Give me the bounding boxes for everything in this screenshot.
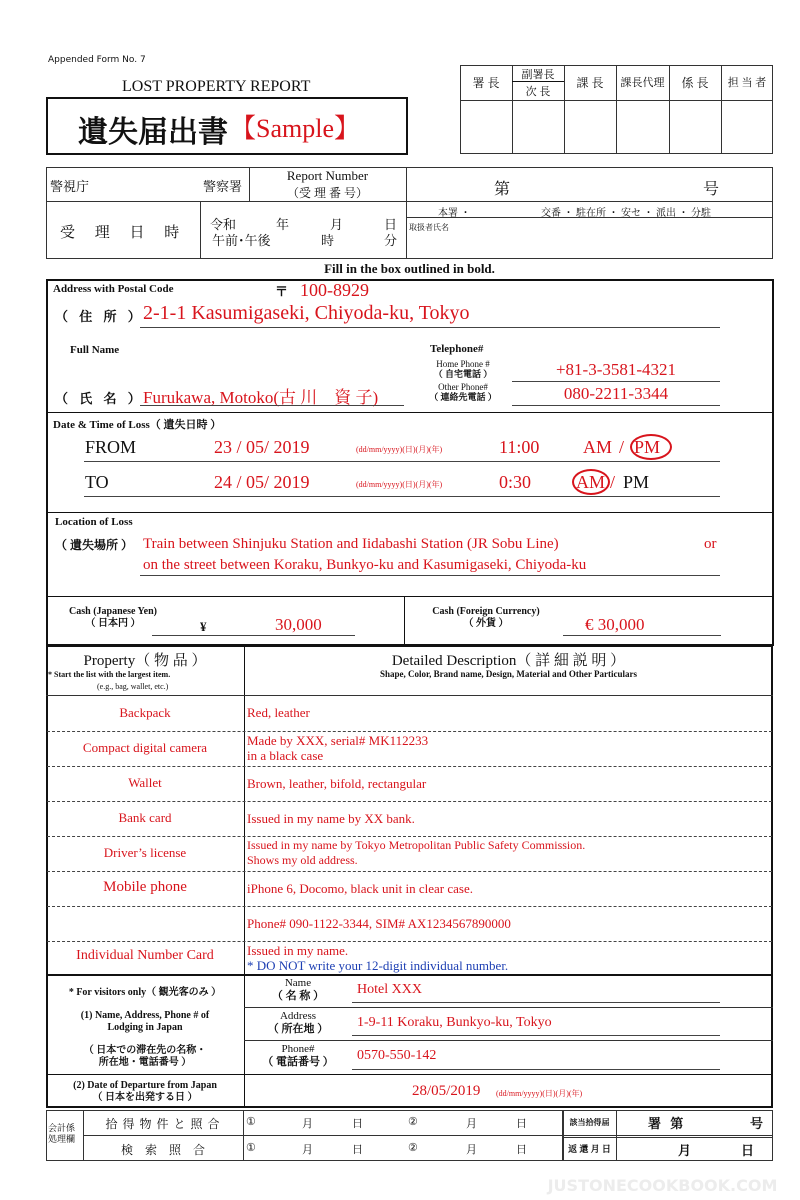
- from-date-hint: (dd/mm/yyyy)(日)(月)(年): [356, 445, 443, 454]
- home-phone-value[interactable]: +81-3-3581-4321: [555, 360, 677, 379]
- found-report-label: 該当拾得届: [569, 1118, 610, 1127]
- address-label-jp: （ 住 所 ）: [55, 309, 145, 324]
- departure-label-en: (2) Date of Departure from Japan: [73, 1080, 217, 1091]
- watermark: JUSTONECOOKBOOK.COM: [547, 1176, 778, 1195]
- desc-line-1: Issued in my name.: [247, 943, 349, 958]
- name-label-jp: （ 氏 名 ）: [55, 391, 145, 406]
- loss-time-label: Date & Time of Loss（ 遺失日時 ）: [53, 419, 222, 431]
- lodging-phone-label-jp: （ 電話番号 ）: [262, 1056, 334, 1068]
- lodging-name-label-jp: （ 名 称 ）: [271, 990, 325, 1002]
- property-header-note: * Start the list with the largest item.: [48, 670, 171, 679]
- location-or: or: [704, 536, 717, 552]
- row-1-day-1: 日: [352, 1118, 363, 1130]
- row-1-month-1: 月: [302, 1118, 313, 1130]
- property-item-desc[interactable]: iPhone 6, Docomo, black unit in clear case.: [247, 881, 473, 896]
- lodging-name-label-en: Name: [284, 977, 312, 989]
- lodging-name-label: [258, 977, 338, 1003]
- accounting-side-label: [48, 1123, 75, 1145]
- agency-label: 警視庁: [50, 179, 90, 194]
- property-item-name[interactable]: Bank card: [118, 810, 172, 825]
- lodging-label-line-2: Lodging in Japan: [107, 1022, 183, 1033]
- visitors-header: * For visitors only（ 観光客のみ ）: [68, 987, 222, 998]
- property-item-name[interactable]: Individual Number Card: [76, 948, 214, 963]
- property-header: Property（ 物 品 ）: [83, 653, 207, 669]
- location-label-en: Location of Loss: [55, 516, 133, 528]
- lodging-label-jp-line-1: （ 日本での滞在先の名称・: [83, 1045, 207, 1056]
- desc-line-1: Issued in my name by Tokyo Metropolitan Public Safety Commission.: [247, 838, 586, 852]
- found-report-sho: 署 第: [648, 1116, 687, 1131]
- location-label-jp: （ 遺失場所 ）: [55, 538, 134, 552]
- applicant-block: [46, 279, 774, 646]
- cash-jpy-label-en: Cash (Japanese Yen): [69, 606, 157, 617]
- cash-foreign-label-jp: （ 外貨 ）: [463, 618, 509, 629]
- handler-name-label: 取扱者氏名: [409, 223, 449, 232]
- branch-options: 交番 ・ 駐在所 ・ 安セ ・ 派出 ・ 分駐: [541, 208, 711, 219]
- row-1-month-2: 月: [466, 1118, 477, 1130]
- cash-foreign-label: [412, 606, 560, 630]
- from-ampm-separator: /: [619, 437, 625, 457]
- to-label: TO: [85, 472, 109, 492]
- reiwa-label: 令和: [210, 217, 237, 232]
- from-pm-selected-circle: [630, 434, 672, 460]
- description-subheader: Shape, Color, Brand name, Design, Material and Other Particulars: [380, 669, 637, 679]
- approval-col-1: 署 長: [472, 76, 500, 90]
- desc-line-2: in a black case: [247, 748, 324, 763]
- row-2-circle-2: ②: [408, 1142, 418, 1154]
- telephone-label: Telephone#: [430, 343, 484, 355]
- report-number-dai: 第: [494, 181, 511, 198]
- row-2-month-1: 月: [302, 1144, 313, 1156]
- return-date-label: 返 還 月 日: [568, 1144, 611, 1154]
- from-label: FROM: [85, 437, 137, 457]
- accounting-row-1-label: 拾 得 物 件 と 照 合: [105, 1117, 221, 1131]
- report-number-label-en: Report Number: [286, 168, 369, 183]
- departure-label: [46, 1080, 244, 1104]
- received-datetime-label: 受 理 日 時: [60, 225, 188, 241]
- departure-date-value[interactable]: 28/05/2019: [412, 1083, 481, 1099]
- desc-warning-note: * DO NOT write your 12-digit individual number.: [247, 958, 509, 973]
- row-1-circle-1: ①: [246, 1116, 256, 1128]
- lodging-label-en: [46, 1010, 244, 1034]
- to-am-selected-circle: [572, 469, 610, 495]
- row-2-day-2: 日: [516, 1144, 527, 1156]
- property-item-desc[interactable]: Red, leather: [247, 705, 310, 720]
- approval-col-2a: 副署長: [521, 69, 555, 81]
- hour-label: 時: [321, 233, 335, 248]
- other-phone-label-en: Other Phone#: [438, 382, 488, 392]
- from-time-value[interactable]: 11:00: [499, 437, 540, 457]
- handler-name-field[interactable]: [460, 220, 770, 256]
- lodging-address-label: [258, 1010, 338, 1036]
- lodging-address-value[interactable]: 1-9-11 Koraku, Bunkyo-ku, Tokyo: [357, 1015, 552, 1030]
- other-phone-label: [418, 382, 508, 402]
- departure-date-hint: (dd/mm/yyyy)(日)(月)(年): [496, 1089, 583, 1098]
- property-item-name[interactable]: Driver’s license: [103, 845, 187, 860]
- other-phone-value[interactable]: 080-2211-3344: [563, 384, 669, 403]
- from-am-option[interactable]: AM: [583, 437, 613, 457]
- lodging-name-value[interactable]: Hotel XXX: [357, 982, 422, 997]
- lodging-label-jp: [46, 1045, 244, 1069]
- property-item-name[interactable]: Backpack: [119, 705, 171, 720]
- address-value[interactable]: 2-1-1 Kasumigaseki, Chiyoda-ku, Tokyo: [143, 302, 470, 324]
- property-item-name[interactable]: Mobile phone: [103, 879, 187, 895]
- property-item-desc[interactable]: Issued in my name by XX bank.: [247, 811, 415, 826]
- property-item-name[interactable]: Wallet: [128, 775, 162, 790]
- property-item-desc[interactable]: Phone# 090-1122-3344, SIM# AX1234567890000: [247, 916, 511, 931]
- desc-line-1: Made by XXX, serial# MK112233: [247, 733, 429, 748]
- title-jp: 遺失届出書: [78, 116, 228, 149]
- departure-label-jp: （ 日本を出発する日 ）: [92, 1092, 198, 1103]
- home-phone-label-en: Home Phone #: [436, 359, 490, 369]
- approval-col-2b: 次 長: [525, 86, 551, 98]
- cash-jpy-value[interactable]: 30,000: [275, 615, 322, 634]
- to-time-value[interactable]: 0:30: [499, 472, 532, 492]
- approval-col-3: 課 長: [576, 76, 604, 90]
- found-report-go: 号: [750, 1116, 764, 1131]
- postal-mark: 〒: [275, 284, 289, 299]
- name-value[interactable]: Furukawa, Motoko(古 川 資 子): [143, 388, 379, 407]
- day-label: 日: [384, 217, 398, 232]
- cash-jpy-label-jp: （ 日本円 ）: [85, 618, 141, 629]
- lodging-address-label-en: Address: [279, 1010, 317, 1022]
- return-day: 日: [741, 1143, 755, 1158]
- lodging-phone-label: [258, 1043, 338, 1069]
- station-label: 警察署: [203, 179, 243, 194]
- report-number-label-jp: （受 理 番 号）: [286, 186, 368, 200]
- lodging-phone-label-en: Phone#: [281, 1043, 315, 1055]
- cash-jpy-label: [58, 606, 168, 630]
- property-header-eg: (e.g., bag, wallet, etc.): [97, 682, 169, 691]
- property-item-desc[interactable]: [247, 838, 767, 868]
- cash-foreign-label-en: Cash (Foreign Currency): [432, 606, 540, 617]
- other-phone-label-jp: （ 連絡先電話 ）: [429, 392, 497, 402]
- approval-col-4: 課長代理: [620, 77, 665, 89]
- row-1-day-2: 日: [516, 1118, 527, 1130]
- ampm-label: 午前･午後: [212, 233, 271, 248]
- desc-line-2: Shows my old address.: [247, 853, 358, 867]
- cash-foreign-value[interactable]: € 30,000: [585, 615, 645, 634]
- title-box: [46, 97, 408, 155]
- address-label-en: Address with Postal Code: [53, 283, 174, 295]
- lodging-label-jp-line-2: 所在地・電話番号 ）: [98, 1057, 192, 1068]
- to-date-hint: (dd/mm/yyyy)(日)(月)(年): [356, 480, 443, 489]
- return-month: 月: [678, 1143, 692, 1158]
- postal-code-value[interactable]: 100-8929: [300, 280, 369, 300]
- lodging-phone-value[interactable]: 0570-550-142: [357, 1048, 437, 1063]
- to-date-value[interactable]: 24 / 05/ 2019: [214, 472, 310, 492]
- to-ampm-separator: /: [610, 472, 616, 492]
- year-label: 年: [276, 217, 290, 232]
- sample-label: 【Sample】: [230, 114, 360, 143]
- yen-mark: ¥: [200, 619, 207, 634]
- to-am-option[interactable]: AM: [576, 472, 606, 492]
- to-pm-option[interactable]: PM: [623, 472, 650, 492]
- row-1-circle-2: ②: [408, 1116, 418, 1128]
- name-label-en: Full Name: [70, 344, 120, 356]
- row-2-circle-1: ①: [246, 1142, 256, 1154]
- approval-col-5: 係 長: [681, 76, 709, 90]
- home-phone-label: [418, 359, 508, 379]
- lodging-label-line-1: (1) Name, Address, Phone # of: [80, 1010, 210, 1021]
- description-header: Detailed Description（ 詳 細 説 明 ）: [391, 653, 626, 669]
- property-item-desc[interactable]: [247, 943, 767, 973]
- accounting-side-label-2: 処理欄: [48, 1134, 76, 1144]
- property-item-desc[interactable]: [247, 733, 767, 763]
- branch-main: 本署 ・: [438, 208, 471, 219]
- location-line-2[interactable]: on the street between Koraku, Bunkyo-ku and Kasumigaseki, Chiyoda-ku: [143, 557, 587, 573]
- home-phone-label-jp: （ 自宅電話 ）: [433, 369, 493, 379]
- row-2-month-2: 月: [466, 1144, 477, 1156]
- property-item-desc[interactable]: Brown, leather, bifold, rectangular: [247, 776, 427, 791]
- minute-label: 分: [384, 233, 398, 248]
- report-number-field[interactable]: [520, 170, 695, 196]
- lodging-address-label-jp: （ 所在地 ）: [267, 1023, 329, 1035]
- from-pm-option[interactable]: PM: [634, 437, 661, 457]
- approval-col-6: 担 当 者: [727, 77, 767, 89]
- instruction-text: Fill in the box outlined in bold.: [324, 261, 495, 276]
- property-item-name[interactable]: Compact digital camera: [82, 740, 208, 755]
- accounting-side-label-1: 会計係: [48, 1123, 76, 1133]
- from-date-value[interactable]: 23 / 05/ 2019: [214, 437, 310, 457]
- title-en: LOST PROPERTY REPORT: [122, 78, 311, 95]
- location-line-1[interactable]: Train between Shinjuku Station and Iidabashi Station (JR Sobu Line): [143, 536, 559, 552]
- report-number-go: 号: [703, 181, 720, 198]
- month-label: 月: [330, 217, 344, 232]
- row-2-day-1: 日: [352, 1144, 363, 1156]
- form-number: Appended Form No. 7: [48, 55, 146, 65]
- accounting-row-2-label: 検 索 照 合: [120, 1143, 205, 1157]
